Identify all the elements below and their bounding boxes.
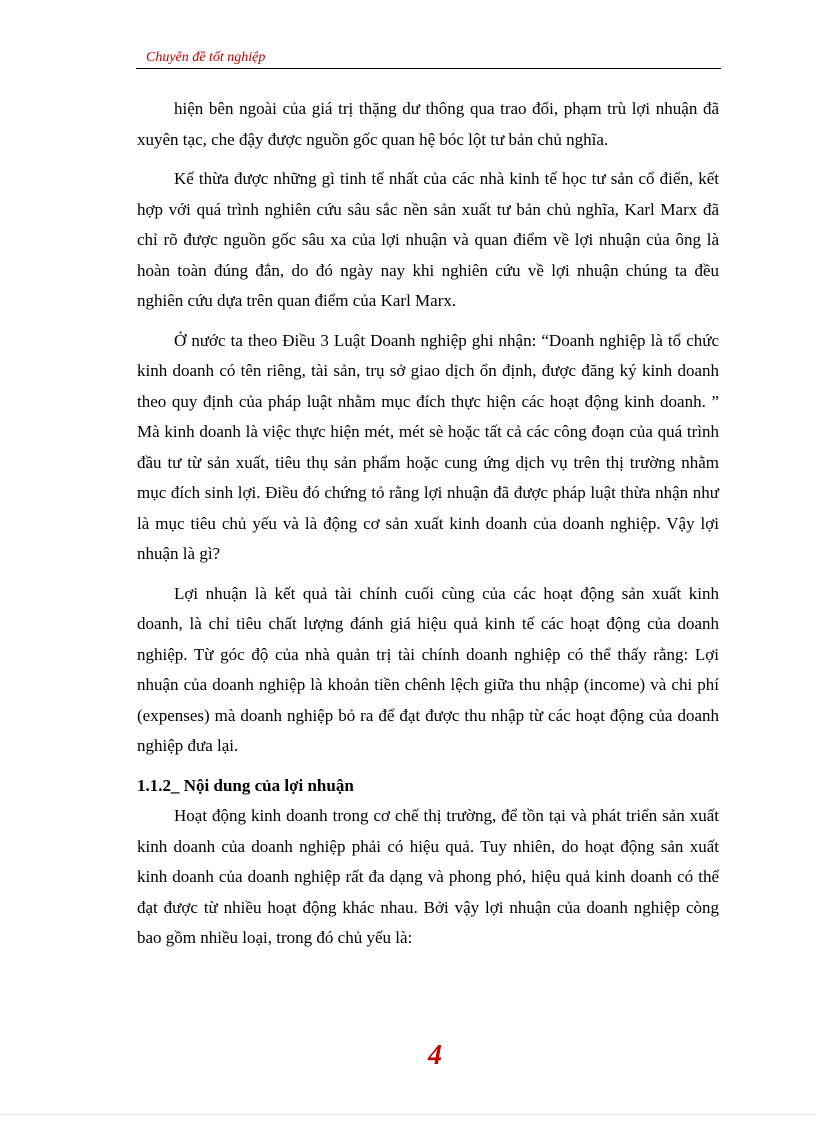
paragraph-2: Kế thừa được những gì tinh tế nhất của các nhà kinh tế học tư sản cổ điển, kết hợp với quá trình nghiên cứu sâu sắc nền sản xuất tư bản chủ nghĩa, Karl Marx đã chỉ rõ được nguồn gốc sâu xa của lợi nhuận và quan điểm về lợi nhuận của ông là hoàn toàn đúng đắn, do đó ngày nay khi nghiên cứu về lợi nhuận chúng ta đều nghiên cứu dựa trên quan điểm của Karl Marx. bbox=[137, 169, 719, 310]
header-title: Chuyên đề tốt nghiệp bbox=[146, 50, 266, 65]
section-heading: 1.1.2_ Nội dung của lợi nhuận bbox=[137, 775, 354, 795]
page-bottom-divider bbox=[0, 1114, 816, 1115]
page-number: 4 bbox=[428, 1040, 442, 1071]
paragraph-4: Lợi nhuận là kết quả tài chính cuối cùng của các hoạt động sản xuất kinh doanh, là chỉ tiêu chất lượng đánh giá hiệu quả kinh tế các hoạt động của doanh nghiệp. Từ góc độ của nhà quản trị tài chính doanh nghiệp có thể thấy rằng: Lợi nhuận của doanh nghiệp là khoản tiền chênh lệch giữa thu nhập (income) và chi phí (expenses) mà doanh nghiệp bỏ ra để đạt được thu nhập từ các hoạt động của doanh nghiệp đưa lại. bbox=[137, 583, 719, 755]
section-paragraph: Hoạt động kinh doanh trong cơ chế thị trường, để tồn tại và phát triển sản xuất kinh doanh của doanh nghiệp phải có hiệu quả. Tuy nhiên, do hoạt động sản xuất kinh doanh của doanh nghiệp rất đa dạng và phong phó, hiệu quả kinh doanh có thể đạt được từ nhiều hoạt động khác nhau. Bởi vậy lợi nhuận của doanh nghiệp còng bao gồm nhiều loại, trong đó chủ yếu là: bbox=[137, 806, 719, 947]
page-header bbox=[136, 46, 721, 69]
paragraph-3: Ở nước ta theo Điều 3 Luật Doanh nghiệp ghi nhận: “Doanh nghiệp là tổ chức kinh doanh có tên riêng, tài sản, trụ sở giao dịch ổn định, được đăng ký kinh doanh theo quy định của pháp luật nhằm mục đích thực hiện các hoạt động kinh doanh. ” Mà kinh doanh là việc thực hiện mét, mét sè hoặc tất cả các công đoạn của quá trình đầu tư từ sản xuất, tiêu thụ sản phẩm hoặc cung ứng dịch vụ trên thị trường nhằm mục đích sinh lợi. Điều đó chứng tỏ rằng lợi nhuận đã được pháp luật thừa nhận như là mục tiêu chủ yếu và là động cơ sản xuất kinh doanh của doanh nghiệp. Vậy lợi nhuận là gì? bbox=[137, 330, 719, 563]
document-body bbox=[137, 94, 719, 963]
paragraph-1: hiện bên ngoài của giá trị thặng dư thông qua trao đổi, phạm trù lợi nhuận đã xuyên tạc, che đậy được nguồn gốc quan hệ bóc lột tư bản chủ nghĩa. bbox=[137, 99, 719, 149]
